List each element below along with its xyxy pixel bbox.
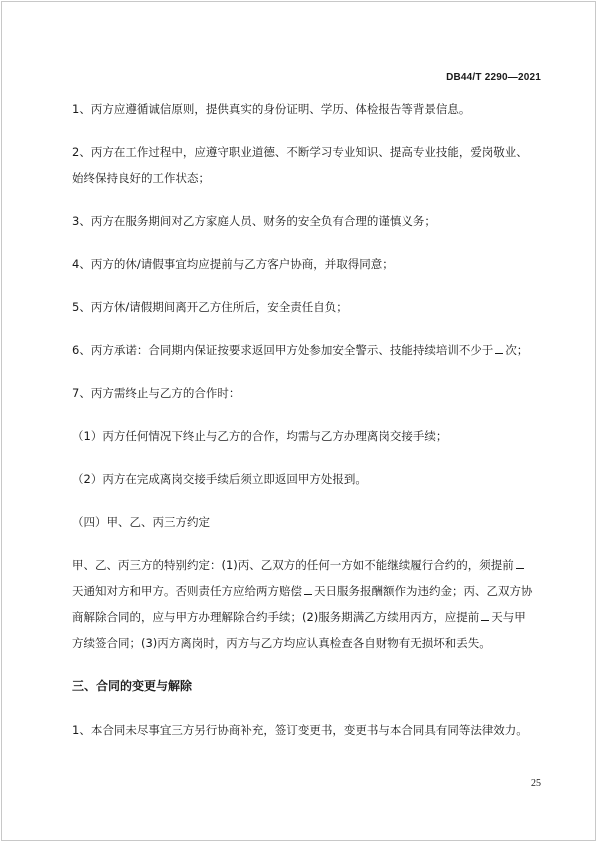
paragraph-8: （1）丙方任何情况下终止与乙方的合作，均需与乙方办理离岗交接手续； (72, 429, 448, 443)
blank-field (481, 610, 489, 621)
special-agreement-text-b: 天通知对方和甲方。否则责任方应给两方赔偿 (72, 584, 302, 598)
paragraph-3: 3、丙方在服务期间对乙方家庭人员、财务的安全负有合理的谨慎义务； (72, 214, 436, 228)
blank-field (516, 558, 524, 569)
paragraph-special-agreement (72, 552, 534, 656)
page-number: 25 (531, 778, 541, 789)
paragraph-6-text-b: 次； (505, 343, 529, 357)
special-agreement-text-a: 甲、乙、丙三方的特别约定：(1)丙、乙双方的任何一方如不能继续履行合约的，须提前 (72, 558, 514, 572)
paragraph-9: （2）丙方在完成离岗交接手续后须立即返回甲方处报到。 (72, 472, 367, 486)
document-body (72, 96, 534, 760)
paragraph-12: 1、本合同未尽事宜三方另行协商补充，签订变更书，变更书与本合同具有同等法律效力。 (72, 723, 528, 737)
paragraph-2: 2、丙方在工作过程中，应遵守职业道德、不断学习专业知识、提高专业技能，爱岗敬业、始终保持良好的工作状态； (72, 145, 528, 185)
paragraph-4: 4、丙方的休/请假事宜均应提前与乙方客户协商，并取得同意； (72, 257, 394, 271)
blank-field (495, 343, 503, 354)
paragraph-6-text-a: 6、丙方承诺：合同期内保证按要求返回甲方处参加安全警示、技能持续培训不少于 (72, 343, 494, 357)
paragraph-7: 7、丙方需终止与乙方的合作时： (72, 386, 241, 400)
paragraph-6 (72, 337, 534, 363)
blank-field (304, 584, 312, 595)
document-code: DB44/T 2290—2021 (446, 72, 541, 83)
subsection-title: （四）甲、乙、丙三方约定 (72, 515, 210, 529)
paragraph-5: 5、丙方休/请假期间离开乙方住所后，安全责任自负； (72, 300, 348, 314)
section-heading: 三、合同的变更与解除 (72, 679, 193, 693)
paragraph-1: 1、丙方应遵循诚信原则，提供真实的身份证明、学历、体检报告等背景信息。 (72, 102, 471, 116)
special-agreement-text-d: 天与甲方续签合同；(3)丙方离岗时，丙方与乙方均应认真检查各自财物有无损坏和丢失。 (72, 610, 526, 650)
special-agreement-text-c: 天日服务报酬额作为违约金；丙、乙双方协商解除合同的，应与甲方办理解除合约手续；(2)服务期满乙方续用丙方，应提前 (72, 584, 533, 624)
